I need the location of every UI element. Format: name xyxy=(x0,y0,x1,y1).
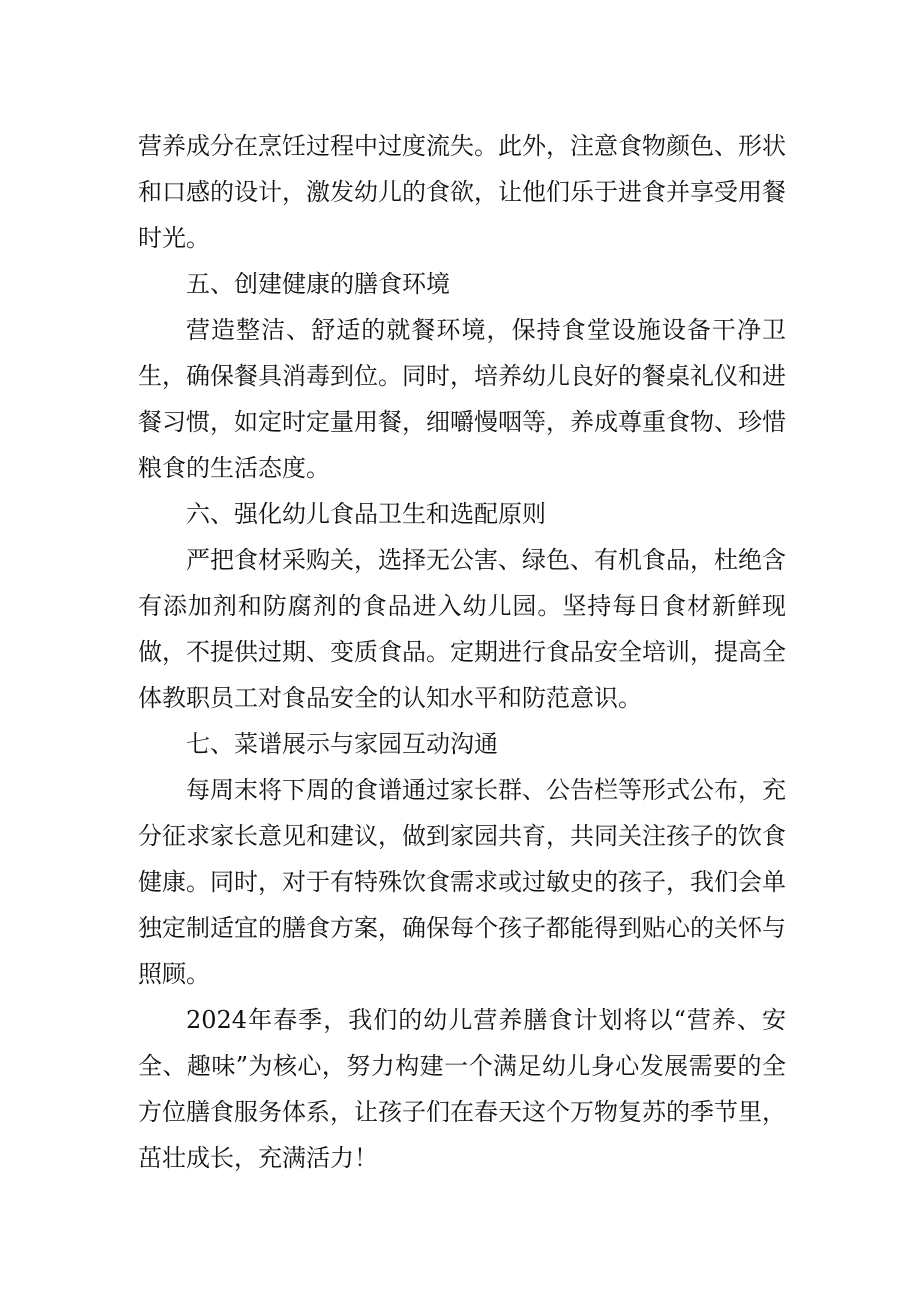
section-heading-7: 七、菜谱展示与家园互动沟通 xyxy=(186,730,498,758)
section-heading-6: 六、强化幼儿食品卫生和选配原则 xyxy=(186,500,546,528)
document-body xyxy=(138,123,786,1181)
paragraph-continuation: 营养成分在烹饪过程中过度流失。此外，注意食物颜色、形状和口感的设计，激发幼儿的食欲，让他们乐于进食并享受用餐时光。 xyxy=(138,132,786,252)
paragraph-conclusion: 2024年春季，我们的幼儿营养膳食计划将以“营养、安全、趣味”为核心，努力构建一个满足幼儿身心发展需要的全方位膳食服务体系，让孩子们在春天这个万物复苏的季节里，茁壮成长，充满活力！ xyxy=(138,1006,786,1172)
paragraph-menu-display: 每周末将下周的食谱通过家长群、公告栏等形式公布，充分征求家长意见和建议，做到家园共育，共同关注孩子的饮食健康。同时，对于有特殊饮食需求或过敏史的孩子，我们会单独定制适宜的膳食方案，确保每个孩子都能得到贴心的关怀与照顾。 xyxy=(138,776,786,988)
paragraph-dining-environment: 营造整洁、舒适的就餐环境，保持食堂设施设备干净卫生，确保餐具消毒到位。同时，培养幼儿良好的餐桌礼仪和进餐习惯，如定时定量用餐，细嚼慢咽等，养成尊重食物、珍惜粮食的生活态度。 xyxy=(138,316,786,482)
section-heading-5: 五、创建健康的膳食环境 xyxy=(186,270,450,298)
paragraph-food-hygiene: 严把食材采购关，选择无公害、绿色、有机食品，杜绝含有添加剂和防腐剂的食品进入幼儿园。坚持每日食材新鲜现做，不提供过期、变质食品。定期进行食品安全培训，提高全体教职员工对食品安全的认知水平和防范意识。 xyxy=(138,546,786,712)
